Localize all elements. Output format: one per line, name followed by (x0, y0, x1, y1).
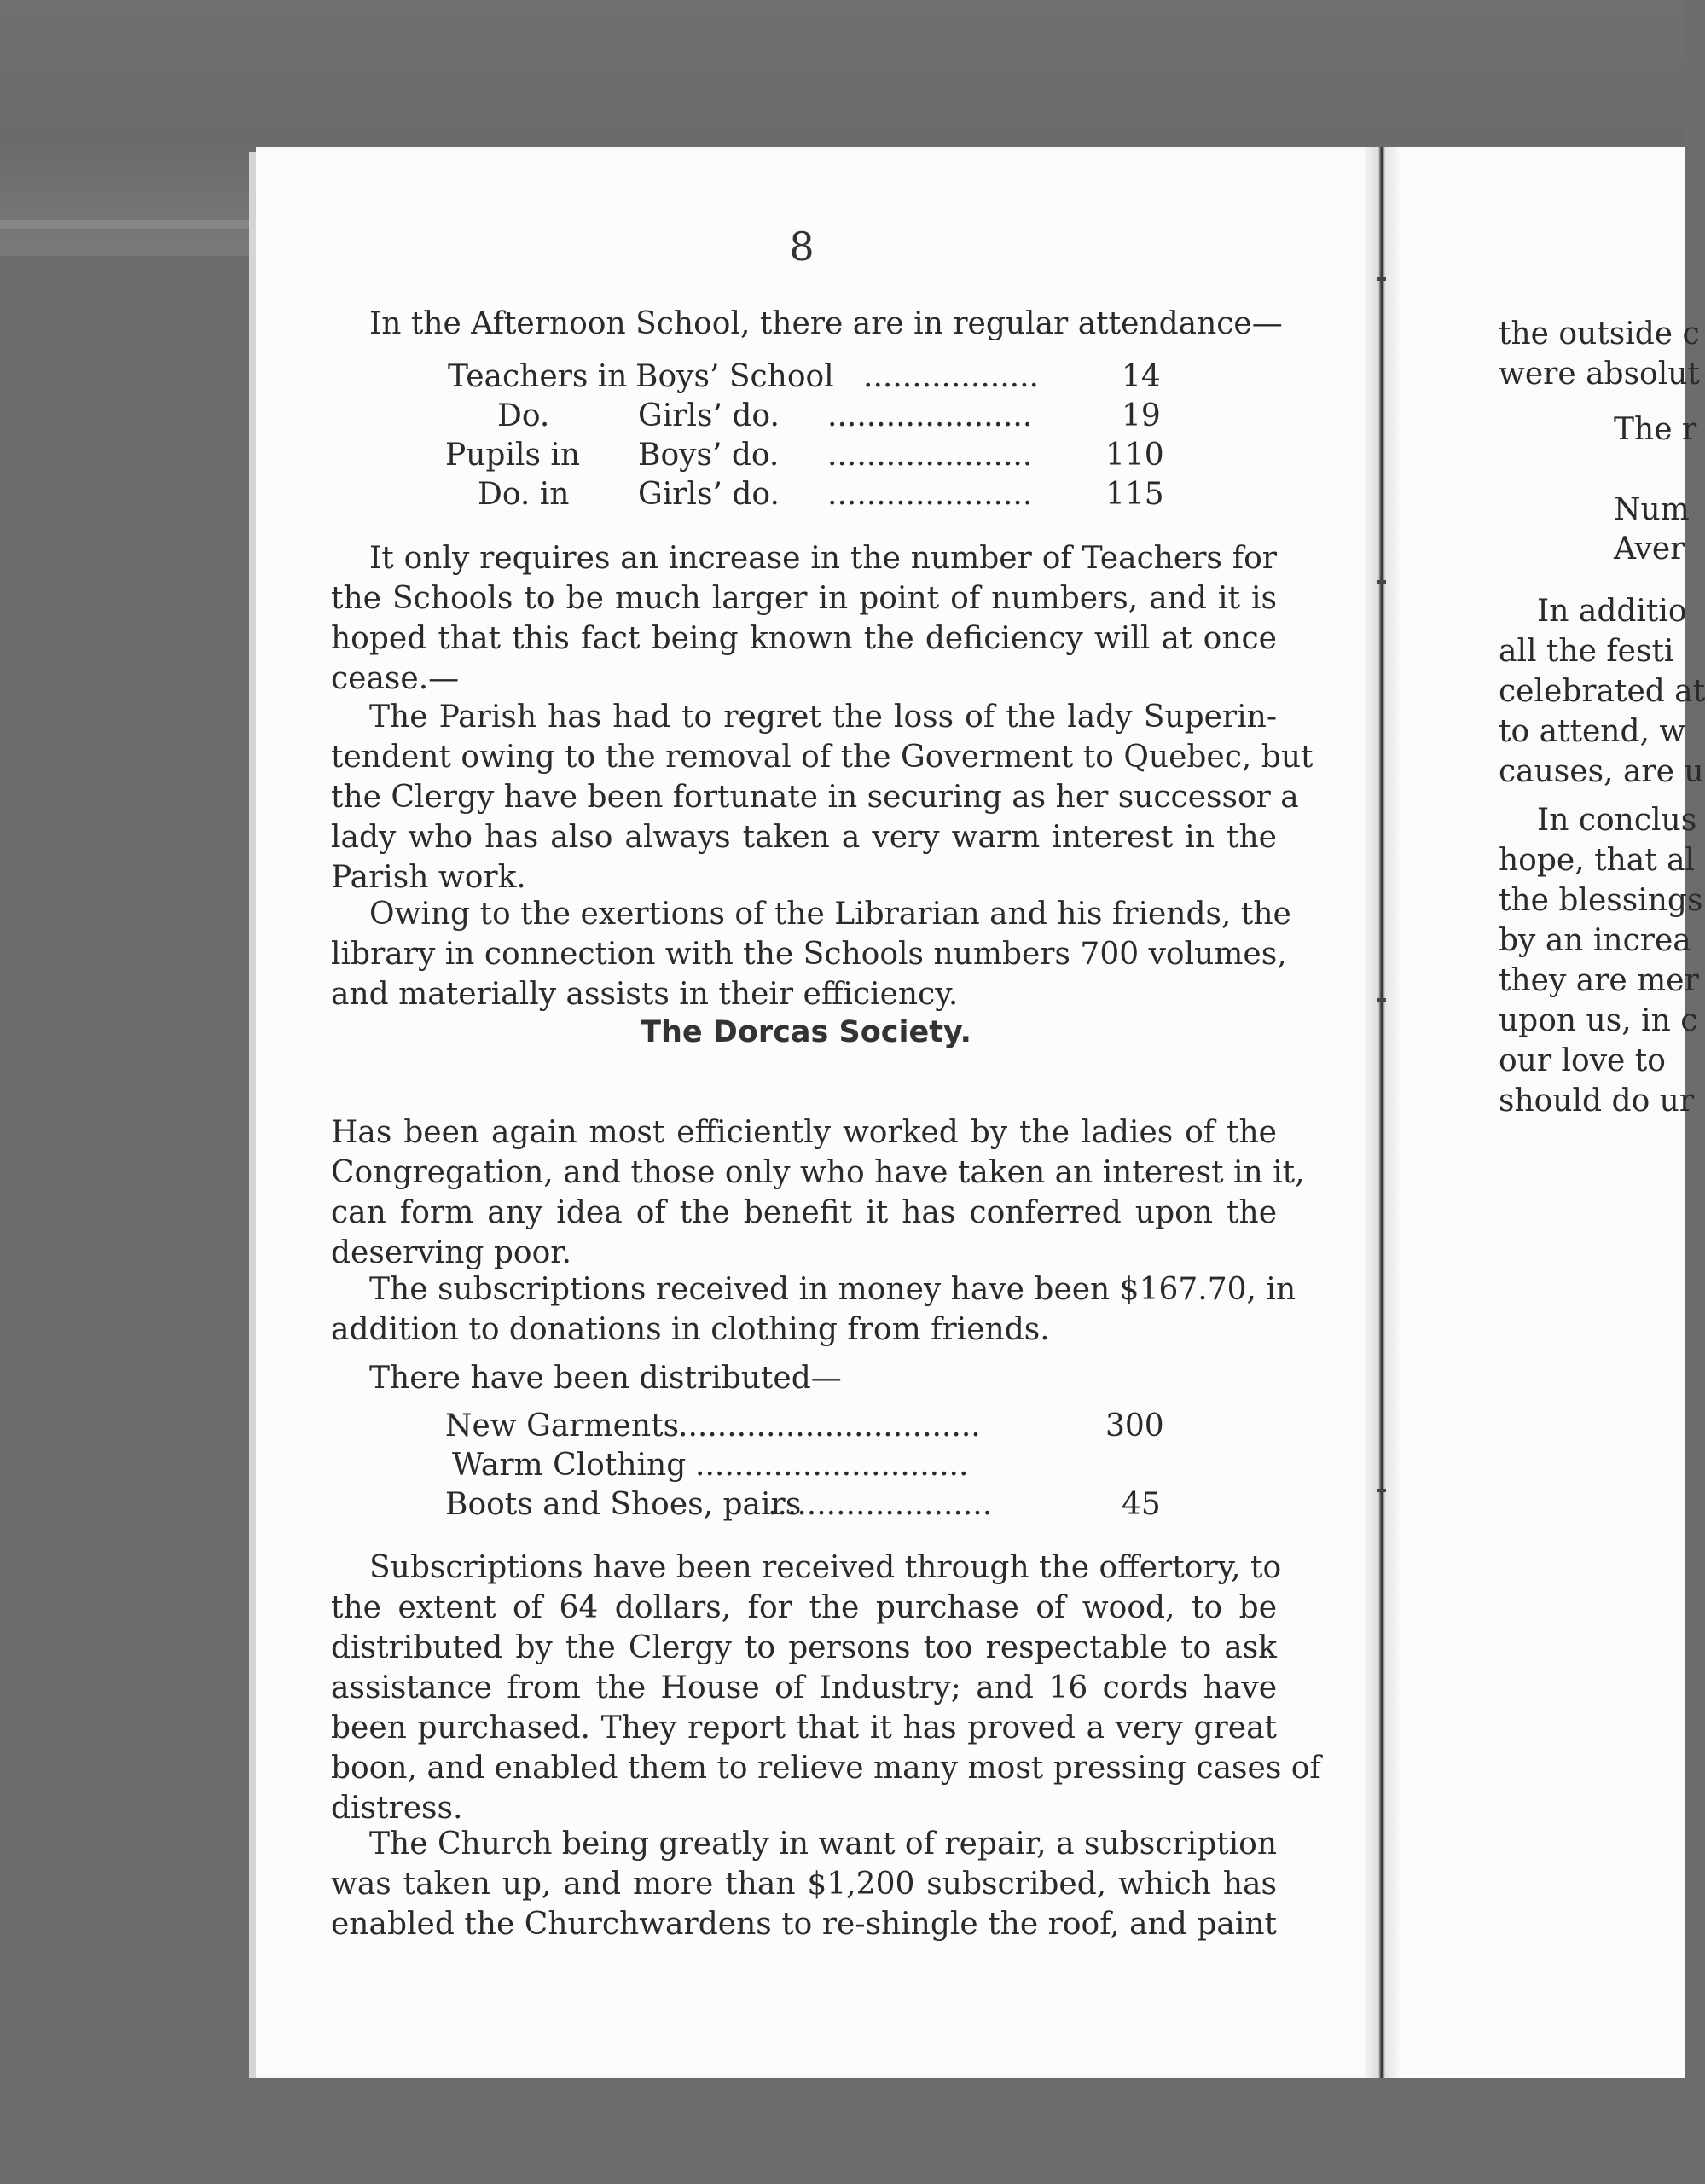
text-fragment: hope, that al (1499, 843, 1696, 878)
text-line: distress. (331, 1791, 463, 1826)
text-line: hoped that this fact being known the deficiency will at once (331, 621, 1277, 656)
text-fragment: causes, are u (1499, 754, 1704, 789)
binding-mark (1377, 580, 1386, 584)
row-label: Boots and Shoes, pairs (445, 1487, 802, 1522)
row-value: 110 (1105, 438, 1164, 473)
row-leader-dots: ..................... (827, 438, 1033, 473)
text-fragment: all the festi (1499, 634, 1674, 669)
text-fragment: to attend, w (1499, 714, 1686, 749)
text-fragment: The r (1614, 412, 1697, 447)
text-line: boon, and enabled them to relieve many most pressing cases of (331, 1751, 1321, 1786)
text-line: enabled the Churchwardens to re-shingle the roof, and paint (331, 1907, 1277, 1942)
row-label: Do. in (478, 477, 570, 512)
text-line: It only requires an increase in the number of Teachers for (369, 541, 1277, 576)
text-line: Congregation, and those only who have taken an interest in it, (331, 1155, 1305, 1190)
row-sublabel: Boys’ do. (638, 438, 780, 473)
row-value: 19 (1122, 398, 1161, 433)
text-line: The subscriptions received in money have been $167.70, in (369, 1272, 1296, 1307)
row-leader-dots: ....................... (768, 1487, 993, 1522)
text-line: tendent owing to the removal of the Goverment to Quebec, but (331, 740, 1314, 775)
row-sublabel: Girls’ do. (638, 398, 780, 433)
text-fragment: the outside c (1499, 317, 1700, 351)
row-value: 300 (1105, 1409, 1164, 1443)
text-line: Subscriptions have been received through the offertory, to (369, 1550, 1282, 1585)
text-fragment: our love to (1499, 1043, 1666, 1078)
row-label: New Garments (445, 1409, 680, 1443)
text-fragment: Aver (1614, 531, 1685, 566)
row-label: Pupils in (445, 438, 581, 473)
text-fragment: by an increa (1499, 923, 1691, 958)
text-line: addition to donations in clothing from friends. (331, 1312, 1050, 1347)
binding-mark (1377, 277, 1386, 281)
row-value: 115 (1105, 477, 1164, 512)
text-line: The Parish has had to regret the loss of the lady Superin- (369, 700, 1277, 735)
row-label: Teachers in (448, 359, 628, 394)
section-heading: The Dorcas Society. (641, 1015, 971, 1049)
row-value: 14 (1122, 359, 1161, 394)
row-sublabel: Girls’ do. (638, 477, 780, 512)
text-line: can form any idea of the benefit it has conferred upon the (331, 1195, 1277, 1230)
text-line: the Schools to be much larger in point of numbers, and it is (331, 581, 1277, 616)
text-fragment: Num (1614, 492, 1690, 527)
page-number: 8 (789, 224, 815, 270)
row-leader-dots: ..................... (827, 398, 1033, 433)
text-line: cease.— (331, 661, 460, 696)
text-fragment: they are mer (1499, 963, 1699, 998)
text-fragment: the blessings (1499, 883, 1703, 918)
text-fragment: In additio (1537, 594, 1687, 629)
text-line: was taken up, and more than $1,200 subscribed, which has (331, 1867, 1277, 1902)
text-line: Parish work. (331, 860, 526, 895)
text-line: the extent of 64 dollars, for the purchase of wood, to be (331, 1590, 1277, 1625)
text-line: the Clergy have been fortunate in securing as her successor a (331, 780, 1299, 815)
binding-mark (1377, 998, 1386, 1002)
book-gutter (1365, 147, 1399, 2078)
row-leader-dots: ............................ (695, 1448, 969, 1483)
text-line: been purchased. They report that it has proved a very great (331, 1711, 1277, 1745)
row-label: Do. (497, 398, 550, 433)
text-line: distributed by the Clergy to persons too respectable to ask (331, 1630, 1277, 1665)
attendance-intro: In the Afternoon School, there are in regular attendance— (369, 306, 1283, 341)
distributed-intro: There have been distributed— (369, 1361, 842, 1396)
text-fragment: upon us, in c (1499, 1003, 1698, 1038)
row-label: Warm Clothing (452, 1448, 687, 1483)
text-fragment: were absolut (1499, 357, 1700, 392)
binding-mark (1377, 1489, 1386, 1492)
text-line: deserving poor. (331, 1235, 571, 1270)
row-leader-dots: .................. (863, 359, 1039, 394)
text-fragment: should do ur (1499, 1083, 1695, 1118)
row-value: 45 (1122, 1487, 1161, 1522)
text-line: and materially assists in their efficiency. (331, 977, 959, 1012)
text-line: library in connection with the Schools numbers 700 volumes, (331, 937, 1287, 972)
text-line: The Church being greatly in want of repair, a subscription (369, 1827, 1277, 1862)
row-sublabel: Boys’ School (635, 359, 834, 394)
text-line: lady who has also always taken a very warm interest in the (331, 820, 1277, 855)
text-line: assistance from the House of Industry; and 16 cords have (331, 1670, 1277, 1705)
text-line: Has been again most efficiently worked by the ladies of the (331, 1115, 1277, 1150)
text-fragment: In conclus (1537, 803, 1697, 838)
row-leader-dots: ............................... (678, 1409, 981, 1443)
text-fragment: celebrated at (1499, 674, 1705, 709)
row-leader-dots: ..................... (827, 477, 1033, 512)
text-line: Owing to the exertions of the Librarian and his friends, the (369, 897, 1291, 932)
